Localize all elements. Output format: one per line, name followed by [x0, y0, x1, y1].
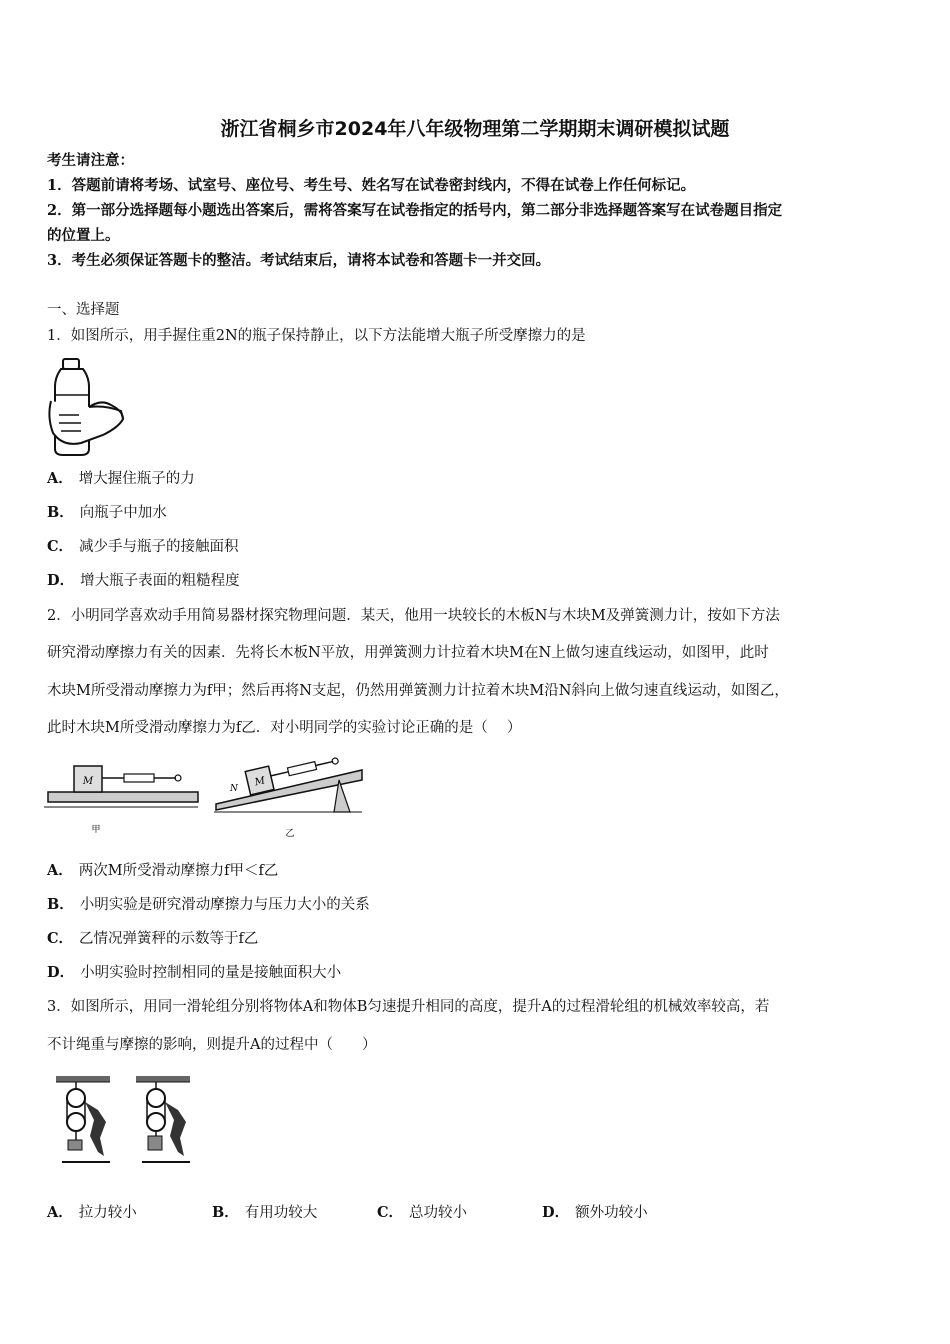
option-key: A．: [47, 862, 73, 879]
option-text: 向瓶子中加水: [79, 505, 167, 521]
q2-line: 木块M所受滑动摩擦力为f甲；然后再将N支起，仍然用弹簧测力计拉着木块M沿N斜向上做匀速直线运动，如图乙，: [47, 683, 789, 699]
q3-option-c[interactable]: [377, 1203, 467, 1223]
q1-option-d[interactable]: [47, 571, 240, 591]
q1-option-a[interactable]: [47, 469, 195, 489]
option-key: D．: [47, 572, 75, 589]
option-key: A．: [47, 1204, 73, 1221]
option-text: 增大瓶子表面的粗糙程度: [80, 573, 240, 589]
q1-option-b[interactable]: [47, 503, 167, 523]
page-title: 浙江省桐乡市2024年八年级物理第二学期期末调研模拟试题: [220, 118, 730, 140]
option-text: 有用功较大: [244, 1205, 318, 1221]
option-text: 总功较小: [409, 1205, 468, 1221]
option-key: B．: [47, 896, 74, 913]
q3-option-d[interactable]: [542, 1203, 648, 1223]
bottle-in-hand-figure: [45, 355, 127, 459]
notice-item: 1．答题前请将考场、试室号、座位号、考生号、姓名写在试卷密封线内，不得在试卷上作任何标记。: [47, 177, 696, 194]
q3-option-b[interactable]: [212, 1203, 317, 1223]
notice-heading: 考生请注意：: [47, 152, 134, 169]
option-key: C．: [47, 538, 74, 555]
section-heading: 一、选择题: [47, 302, 120, 318]
q2-line: 研究滑动摩擦力有关的因素．先将长木板N平放，用弹簧测力计拉着木块M在N上做匀速直线运动，如图甲，此时: [47, 645, 769, 661]
option-key: B．: [47, 504, 74, 521]
q2-option-d[interactable]: [47, 963, 341, 983]
block-label: M: [253, 775, 267, 789]
q3-line: 不计绳重与摩擦的影响，则提升A的过程中（ ）: [47, 1037, 377, 1053]
q3-option-a[interactable]: [47, 1203, 137, 1223]
q2-option-b[interactable]: [47, 895, 370, 915]
q3-line: 3．如图所示，用同一滑轮组分别将物体A和物体B匀速提升相同的高度，提升A的过程滑轮组的机械效率较高，若: [47, 999, 770, 1015]
option-key: C．: [47, 930, 74, 947]
option-key: A．: [47, 470, 73, 487]
option-text: 增大握住瓶子的力: [78, 471, 195, 487]
option-key: C．: [377, 1204, 404, 1221]
option-text: 额外功较小: [575, 1205, 648, 1221]
option-text: 减少手与瓶子的接触面积: [79, 539, 239, 555]
q2-line: 此时木块M所受滑动摩擦力为f乙．对小明同学的实验讨论正确的是（ ）: [47, 720, 522, 736]
option-text: 小明实验是研究滑动摩擦力与压力大小的关系: [79, 897, 370, 913]
q2-option-c[interactable]: [47, 929, 258, 949]
q2-line: 2．小明同学喜欢动手用简易器材探究物理问题．某天，他用一块较长的木板N与木块M及弹簧测力计，按如下方法: [47, 608, 780, 624]
block-label: M: [82, 776, 94, 787]
figure-left-label: 甲: [91, 825, 101, 835]
notice-item: 的位置上。: [47, 227, 120, 244]
option-text: 乙情况弹簧秤的示数等于f乙: [79, 931, 259, 947]
notice-item: 2．第一部分选择题每小题选出答案后，需将答案写在试卷指定的括号内，第二部分非选择题答案写在试卷题目指定: [47, 202, 783, 219]
figure-right-label: 乙: [285, 829, 295, 839]
option-key: B．: [212, 1204, 239, 1221]
q1-stem: 1．如图所示，用手握住重2N的瓶子保持静止，以下方法能增大瓶子所受摩擦力的是: [47, 328, 586, 344]
option-text: 拉力较小: [78, 1205, 137, 1221]
q1-option-c[interactable]: [47, 537, 239, 557]
option-text: 小明实验时控制相同的量是接触面积大小: [80, 965, 342, 981]
friction-experiment-figure: [44, 750, 364, 842]
option-text: 两次M所受滑动摩擦力f甲＜f乙: [78, 863, 279, 879]
notice-item: 3．考生必须保证答题卡的整洁。考试结束后，请将本试卷和答题卡一并交回。: [47, 252, 551, 269]
pulley-system-figure: [50, 1072, 196, 1172]
q2-option-a[interactable]: [47, 861, 278, 881]
board-label: N: [230, 784, 238, 794]
option-key: D．: [47, 964, 75, 981]
option-key: D．: [542, 1204, 570, 1221]
